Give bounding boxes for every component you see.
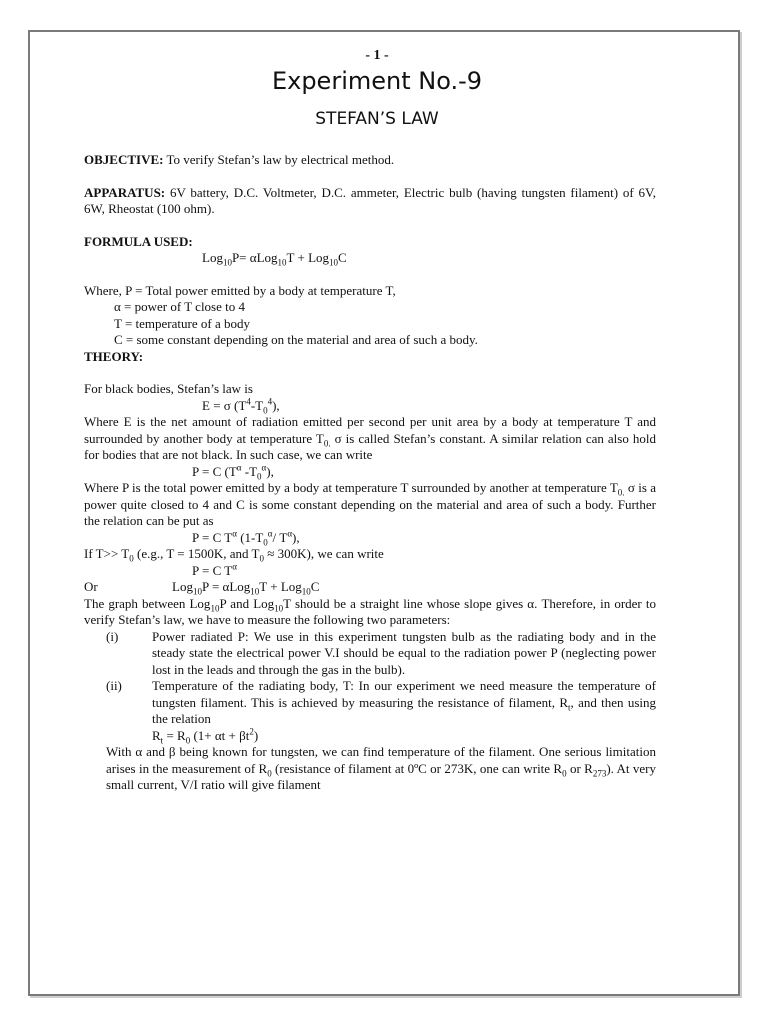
list-item [84,678,656,728]
equation-3: P = C $T^\alpha$ ($1-T_0^\alpha/$ $T^\alpha$), [192,528,300,548]
theory-paragraph-4: With α and β being known for tungsten, we can find temperature of the filament. One serious limitation arises in the measurement of $R_0$ (resistance of filament at 0ºC or 273K, one can write $R_0$ or $R_{273}$). At very small current, V/I ratio will give filament [106,744,656,792]
theory-paragraph-2: Where P is the total power emitted by a body at temperature T surrounded by another at temperature $T_{0.}$ σ is a power quite closed to 4 and C is some constant depending on the material and area of such a body. Further the relation can be put as [84,480,656,528]
or-row [84,579,656,596]
where-line: C = some constant depending on the material and area of such a body. [114,332,478,347]
page-number: - 1 - [365,48,389,63]
list-item-number: (ii) [106,678,122,693]
list-item-text: Power radiated P: We use in this experiment tungsten bulb as the radiating body and in the steady state the electrical power V.I should be equal to the radiation power P (neglecting power lost in the leads and through the gas in the bulb). [152,628,656,677]
apparatus-label: APPARATUS: [84,184,166,200]
document-body [84,48,656,794]
parameter-list [84,629,656,728]
where-line: T = temperature of a body [114,315,250,331]
or-label: Or [84,579,98,594]
list-item-number: (i) [106,628,119,644]
theory-heading: THEORY: [84,348,144,364]
law-title: STEFAN’S LAW [315,109,439,129]
formula-equation: Log$_{10}$P= αLog$_{10}$T + Log$_{10}$C [202,250,347,268]
objective-paragraph [84,152,656,169]
where-line: Where, P = Total power emitted by a body at temperature T, [84,282,396,298]
where-line: α = power of T close to 4 [114,299,246,314]
list-item-text: Temperature of the radiating body, T: In our experiment we need measure the temperature of tungsten filament. This is achieved by measuring the resistance of filament, $R_t$, and then using the relation [152,678,657,726]
equation-4: P = C $T^\alpha$ [192,561,237,578]
equation-5: Log$_{10}$P = αLog$_{10}$T + Log$_{10}$C [172,579,320,597]
resistance-equation: $R_t = R_0$ $(1+ \alpha t + \beta t^2)$ [152,726,259,746]
formula-heading: FORMULA USED: [84,233,193,249]
objective-text: To verify Stefan’s law by electrical method. [163,152,395,167]
equation-1: E = σ $(T^4-T_0^4)$, [202,396,280,416]
theory-paragraph-1: Where E is the net amount of radiation emitted per second per unit area by a body at temperature T and surrounded by another body at temperature $T_{0.}$ σ is called Stefan’s constant. A similar relation can also hold for bodies that are not black. In such case, we can write [84,414,656,462]
experiment-title: Experiment No.-9 [271,67,483,95]
objective-label: OBJECTIVE: [84,152,164,167]
apparatus-paragraph [84,185,656,218]
if-line: If $T>> T_0$ (e.g., T = 1500K, and $T_0 \approx 300K$), we can write [84,546,384,564]
list-item [84,629,656,679]
equation-2: P = C ($T^\alpha$ $-T_0^\alpha$), [192,462,274,482]
apparatus-text: 6V battery, D.C. Voltmeter, D.C. ammeter, Electric bulb (having tungsten filament) of 6V, 6W, Rheostat (100 ohm). [84,184,656,216]
theory-intro: For black bodies, Stefan’s law is [84,381,253,396]
theory-paragraph-3: The graph between Log$_{10}$P and Log$_{10}$T should be a straight line whose slope gives α. Therefore, in order to verify Stefan’s law, we have to measure the following two parameters: [84,595,656,627]
